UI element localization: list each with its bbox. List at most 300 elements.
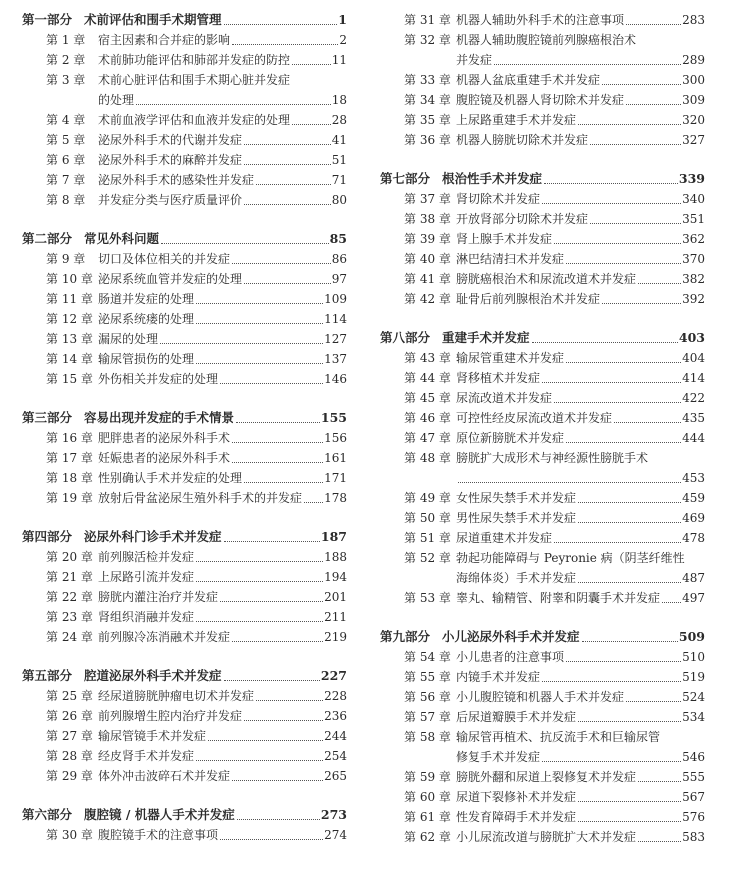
part-title: 常见外科问题 bbox=[84, 231, 160, 246]
toc-chapter-entry[interactable] bbox=[22, 746, 347, 766]
dot-leader bbox=[638, 841, 681, 842]
chapter-title: 淋巴结清扫术并发症 bbox=[456, 252, 565, 266]
page-number: 453 bbox=[682, 471, 705, 485]
dot-leader bbox=[542, 761, 681, 762]
chapter-number: 第 61 章 bbox=[404, 810, 451, 824]
toc-chapter-entry[interactable] bbox=[22, 488, 347, 508]
chapter-title: 泌尿系统瘘的处理 bbox=[98, 312, 195, 326]
toc-column-right bbox=[380, 10, 705, 847]
chapter-title: 外伤相关并发症的处理 bbox=[98, 372, 219, 386]
chapter-title: 肾组织消融并发症 bbox=[98, 610, 195, 624]
chapter-number: 第 62 章 bbox=[404, 830, 451, 844]
toc-chapter-entry[interactable] bbox=[22, 567, 347, 587]
chapter-number: 第 1 章 bbox=[46, 33, 86, 47]
page-number: 51 bbox=[331, 153, 347, 167]
page-number: 555 bbox=[682, 770, 705, 784]
toc-chapter-entry[interactable] bbox=[22, 269, 347, 289]
toc-chapter-entry[interactable] bbox=[22, 607, 347, 627]
dot-leader bbox=[220, 601, 323, 602]
section-gap bbox=[380, 608, 705, 627]
toc-chapter-entry[interactable] bbox=[380, 189, 705, 209]
chapter-number: 第 48 章 bbox=[404, 451, 451, 465]
page-number: 414 bbox=[682, 371, 705, 385]
chapter-number: 第 26 章 bbox=[46, 709, 93, 723]
page-number: 444 bbox=[682, 431, 705, 445]
toc-chapter-entry[interactable] bbox=[380, 707, 705, 727]
chapter-number: 第 59 章 bbox=[404, 770, 451, 784]
page-number: 97 bbox=[331, 272, 347, 286]
toc-chapter-entry[interactable] bbox=[22, 329, 347, 349]
chapter-title: 勃起功能障碍与 Peyronie 病（阴茎纤维性 bbox=[456, 551, 685, 565]
toc-chapter-entry[interactable] bbox=[380, 588, 705, 608]
chapter-number: 第 20 章 bbox=[46, 550, 93, 564]
page-number: 403 bbox=[678, 330, 705, 345]
toc-chapter-entry[interactable] bbox=[380, 787, 705, 807]
dot-leader bbox=[244, 144, 331, 145]
chapter-number: 第 12 章 bbox=[46, 312, 93, 326]
chapter-title: 术前血液学评估和血液并发症的处理 bbox=[98, 113, 291, 127]
chapter-title: 输尿管再植术、抗反流手术和巨输尿管 bbox=[456, 730, 661, 744]
chapter-number: 第 39 章 bbox=[404, 232, 451, 246]
chapter-title: 腹腔镜手术的注意事项 bbox=[98, 828, 219, 842]
dot-leader bbox=[220, 383, 323, 384]
chapter-number: 第 25 章 bbox=[46, 689, 93, 703]
chapter-number: 第 47 章 bbox=[404, 431, 451, 445]
chapter-number: 第 51 章 bbox=[404, 531, 451, 545]
dot-leader bbox=[566, 442, 681, 443]
chapter-title: 睾丸、输精管、附睾和阴囊手术并发症 bbox=[456, 591, 661, 605]
chapter-number: 第 14 章 bbox=[46, 352, 93, 366]
page-number: 137 bbox=[324, 352, 347, 366]
toc-chapter-entry[interactable] bbox=[380, 827, 705, 847]
chapter-number: 第 32 章 bbox=[404, 33, 451, 47]
dot-leader bbox=[578, 522, 681, 523]
page-number: 392 bbox=[682, 292, 705, 306]
dot-leader bbox=[304, 502, 323, 503]
toc-chapter-entry[interactable] bbox=[22, 30, 347, 50]
chapter-number: 第 11 章 bbox=[46, 292, 93, 306]
toc-chapter-entry[interactable] bbox=[380, 269, 705, 289]
dot-leader bbox=[244, 720, 323, 721]
toc-chapter-entry[interactable] bbox=[380, 528, 705, 548]
toc-chapter-entry[interactable] bbox=[22, 686, 347, 706]
page-number: 156 bbox=[324, 431, 347, 445]
dot-leader bbox=[614, 422, 681, 423]
page-number: 487 bbox=[682, 571, 705, 585]
toc-chapter-entry[interactable] bbox=[22, 50, 347, 70]
page-number: 469 bbox=[682, 511, 705, 525]
chapter-title: 可控性经皮尿流改道术并发症 bbox=[456, 411, 613, 425]
page-number: 219 bbox=[324, 630, 347, 644]
toc-chapter-entry[interactable] bbox=[380, 209, 705, 229]
part-number: 第一部分 bbox=[22, 12, 73, 27]
chapter-title: 膀胱癌根治术和尿流改道术并发症 bbox=[456, 272, 637, 286]
dot-leader bbox=[578, 801, 681, 802]
page-number: 497 bbox=[682, 591, 705, 605]
toc-chapter-entry[interactable] bbox=[380, 807, 705, 827]
chapter-number: 第 10 章 bbox=[46, 272, 93, 286]
chapter-number: 第 41 章 bbox=[404, 272, 451, 286]
chapter-number: 第 22 章 bbox=[46, 590, 93, 604]
dot-leader bbox=[544, 183, 678, 184]
toc-entry-continuation[interactable] bbox=[380, 50, 705, 70]
chapter-title: 膀胱扩大成形术与神经源性膀胱手术 bbox=[456, 451, 649, 465]
toc-chapter-entry[interactable] bbox=[22, 190, 347, 210]
toc-entry-continuation[interactable] bbox=[380, 747, 705, 767]
chapter-title: 术前心脏评估和围手术期心脏并发症 bbox=[98, 73, 291, 87]
part-number: 第二部分 bbox=[22, 231, 73, 246]
toc-chapter-entry[interactable] bbox=[380, 667, 705, 687]
toc-chapter-entry[interactable] bbox=[22, 706, 347, 726]
dot-leader bbox=[566, 263, 681, 264]
chapter-title: 女性尿失禁手术并发症 bbox=[456, 491, 577, 505]
chapter-number: 第 54 章 bbox=[404, 650, 451, 664]
page-number: 327 bbox=[682, 133, 705, 147]
dot-leader bbox=[566, 362, 681, 363]
toc-chapter-entry[interactable] bbox=[22, 468, 347, 488]
part-title: 容易出现并发症的手术情景 bbox=[84, 410, 235, 425]
dot-leader bbox=[196, 303, 323, 304]
dot-leader bbox=[224, 24, 338, 25]
toc-chapter-entry[interactable] bbox=[22, 309, 347, 329]
page-number: 2 bbox=[339, 33, 347, 47]
toc-part-heading[interactable] bbox=[22, 805, 347, 825]
page-number: 510 bbox=[682, 650, 705, 664]
page-number: 109 bbox=[324, 292, 347, 306]
chapter-title: 性发育障碍手术并发症 bbox=[456, 810, 577, 824]
toc-part-heading[interactable] bbox=[380, 328, 705, 348]
dot-leader bbox=[662, 602, 681, 603]
chapter-title: 海绵体炎）手术并发症 bbox=[456, 571, 577, 585]
toc-part-heading[interactable] bbox=[22, 408, 347, 428]
dot-leader bbox=[208, 740, 323, 741]
page-number: 546 bbox=[682, 750, 705, 764]
chapter-number: 第 28 章 bbox=[46, 749, 93, 763]
chapter-number: 第 40 章 bbox=[404, 252, 451, 266]
chapter-number: 第 37 章 bbox=[404, 192, 451, 206]
toc-chapter-entry[interactable] bbox=[22, 627, 347, 647]
part-title: 腹腔镜 / 机器人手术并发症 bbox=[84, 807, 235, 822]
dot-leader bbox=[578, 721, 681, 722]
dot-leader bbox=[232, 780, 323, 781]
section-gap bbox=[22, 647, 347, 666]
dot-leader bbox=[196, 760, 323, 761]
toc-chapter-entry[interactable] bbox=[380, 767, 705, 787]
chapter-title: 男性尿失禁手术并发症 bbox=[456, 511, 577, 525]
chapter-title: 后尿道瓣膜手术并发症 bbox=[456, 710, 577, 724]
toc-chapter-entry[interactable] bbox=[380, 70, 705, 90]
toc-chapter-entry[interactable] bbox=[380, 488, 705, 508]
section-gap bbox=[22, 508, 347, 527]
page-number: 265 bbox=[324, 769, 347, 783]
dot-leader bbox=[542, 203, 681, 204]
page-number: 161 bbox=[324, 451, 347, 465]
toc-chapter-entry[interactable] bbox=[22, 547, 347, 567]
chapter-title: 并发症分类与医疗质量评价 bbox=[98, 193, 243, 207]
page-number: 509 bbox=[678, 629, 705, 644]
chapter-number: 第 4 章 bbox=[46, 113, 86, 127]
toc-chapter-entry[interactable] bbox=[22, 70, 347, 90]
chapter-number: 第 31 章 bbox=[404, 13, 451, 27]
part-number: 第六部分 bbox=[22, 807, 73, 822]
page-number: 127 bbox=[324, 332, 347, 346]
page-number: 194 bbox=[324, 570, 347, 584]
dot-leader bbox=[292, 64, 331, 65]
toc-chapter-entry[interactable] bbox=[380, 110, 705, 130]
dot-leader bbox=[224, 541, 320, 542]
chapter-number: 第 3 章 bbox=[46, 73, 86, 87]
chapter-number: 第 42 章 bbox=[404, 292, 451, 306]
page-number: 155 bbox=[320, 410, 347, 425]
page-number: 236 bbox=[324, 709, 347, 723]
chapter-number: 第 52 章 bbox=[404, 551, 451, 565]
chapter-number: 第 7 章 bbox=[46, 173, 86, 187]
chapter-title: 输尿管损伤的处理 bbox=[98, 352, 195, 366]
page-number: 534 bbox=[682, 710, 705, 724]
chapter-number: 第 23 章 bbox=[46, 610, 93, 624]
toc-chapter-entry[interactable] bbox=[22, 369, 347, 389]
dot-leader bbox=[554, 402, 681, 403]
chapter-number: 第 58 章 bbox=[404, 730, 451, 744]
chapter-number: 第 49 章 bbox=[404, 491, 451, 505]
chapter-title: 机器人辅助腹腔镜前列腺癌根治术 bbox=[456, 33, 637, 47]
chapter-title: 肾上腺手术并发症 bbox=[456, 232, 553, 246]
chapter-number: 第 46 章 bbox=[404, 411, 451, 425]
part-title: 小儿泌尿外科手术并发症 bbox=[442, 629, 580, 644]
toc-chapter-entry[interactable] bbox=[380, 428, 705, 448]
chapter-number: 第 19 章 bbox=[46, 491, 93, 505]
toc-chapter-entry[interactable] bbox=[380, 10, 705, 30]
page-number: 80 bbox=[331, 193, 347, 207]
dot-leader bbox=[590, 144, 681, 145]
toc-chapter-entry[interactable] bbox=[380, 408, 705, 428]
toc-chapter-entry[interactable] bbox=[380, 548, 705, 568]
toc-chapter-entry[interactable] bbox=[22, 150, 347, 170]
dot-leader bbox=[232, 641, 323, 642]
dot-leader bbox=[196, 581, 323, 582]
page-number: 178 bbox=[324, 491, 347, 505]
chapter-number: 第 43 章 bbox=[404, 351, 451, 365]
dot-leader bbox=[196, 323, 323, 324]
toc-chapter-entry[interactable] bbox=[22, 289, 347, 309]
page-number: 114 bbox=[324, 312, 347, 326]
chapter-number: 第 33 章 bbox=[404, 73, 451, 87]
chapter-title: 小儿患者的注意事项 bbox=[456, 650, 565, 664]
toc-chapter-entry[interactable] bbox=[380, 30, 705, 50]
chapter-number: 第 55 章 bbox=[404, 670, 451, 684]
dot-leader bbox=[232, 442, 323, 443]
chapter-title: 泌尿外科手术的感染性并发症 bbox=[98, 173, 255, 187]
chapter-number: 第 36 章 bbox=[404, 133, 451, 147]
toc-chapter-entry[interactable] bbox=[22, 726, 347, 746]
chapter-number: 第 50 章 bbox=[404, 511, 451, 525]
page-number: 422 bbox=[682, 391, 705, 405]
page-number: 201 bbox=[324, 590, 347, 604]
chapter-number: 第 5 章 bbox=[46, 133, 86, 147]
part-number: 第五部分 bbox=[22, 668, 73, 683]
page-number: 435 bbox=[682, 411, 705, 425]
page-number: 171 bbox=[324, 471, 347, 485]
chapter-number: 第 30 章 bbox=[46, 828, 93, 842]
part-title: 泌尿外科门诊手术并发症 bbox=[84, 529, 222, 544]
chapter-title: 输尿管重建术并发症 bbox=[456, 351, 565, 365]
chapter-title: 肠道并发症的处理 bbox=[98, 292, 195, 306]
toc-chapter-entry[interactable] bbox=[380, 229, 705, 249]
chapter-title: 肾切除术并发症 bbox=[456, 192, 541, 206]
toc-chapter-entry[interactable] bbox=[380, 508, 705, 528]
part-title: 术前评估和围手术期管理 bbox=[84, 12, 222, 27]
dot-leader bbox=[602, 303, 681, 304]
dot-leader bbox=[566, 661, 681, 662]
chapter-number: 第 29 章 bbox=[46, 769, 93, 783]
toc-chapter-entry[interactable] bbox=[22, 766, 347, 786]
page-number: 576 bbox=[682, 810, 705, 824]
dot-leader bbox=[224, 680, 320, 681]
page-number: 583 bbox=[682, 830, 705, 844]
page-number: 459 bbox=[682, 491, 705, 505]
chapter-title: 放射后骨盆泌尿生殖外科手术的并发症 bbox=[98, 491, 303, 505]
toc-chapter-entry[interactable] bbox=[22, 170, 347, 190]
toc-part-heading[interactable] bbox=[22, 10, 347, 30]
toc-entry-continuation[interactable] bbox=[380, 568, 705, 588]
chapter-title: 前列腺活检并发症 bbox=[98, 550, 195, 564]
dot-leader bbox=[237, 819, 320, 820]
dot-leader bbox=[292, 124, 331, 125]
chapter-number: 第 24 章 bbox=[46, 630, 93, 644]
toc-chapter-entry[interactable] bbox=[380, 130, 705, 150]
chapter-number: 第 53 章 bbox=[404, 591, 451, 605]
chapter-title: 小儿腹腔镜和机器人手术并发症 bbox=[456, 690, 625, 704]
page-number: 524 bbox=[682, 690, 705, 704]
part-title: 腔道泌尿外科手术并发症 bbox=[84, 668, 222, 683]
section-gap bbox=[22, 786, 347, 805]
chapter-title: 尿道下裂修补术并发症 bbox=[456, 790, 577, 804]
page-number: 283 bbox=[682, 13, 705, 27]
section-gap bbox=[380, 150, 705, 169]
toc-chapter-entry[interactable] bbox=[22, 110, 347, 130]
page-number: 18 bbox=[331, 93, 347, 107]
part-number: 第八部分 bbox=[380, 330, 431, 345]
page-number: 254 bbox=[324, 749, 347, 763]
chapter-number: 第 45 章 bbox=[404, 391, 451, 405]
chapter-title: 开放肾部分切除术并发症 bbox=[456, 212, 589, 226]
part-number: 第九部分 bbox=[380, 629, 431, 644]
dot-leader bbox=[638, 283, 681, 284]
chapter-number: 第 16 章 bbox=[46, 431, 93, 445]
toc-chapter-entry[interactable] bbox=[380, 289, 705, 309]
dot-leader bbox=[554, 243, 681, 244]
dot-leader bbox=[582, 641, 678, 642]
toc-part-heading[interactable] bbox=[22, 229, 347, 249]
chapter-title: 宿主因素和合并症的影响 bbox=[98, 33, 231, 47]
dot-leader bbox=[626, 104, 681, 105]
toc-entry-continuation[interactable] bbox=[22, 90, 347, 110]
chapter-title: 机器人膀胱切除术并发症 bbox=[456, 133, 589, 147]
chapter-title: 前列腺增生腔内治疗并发症 bbox=[98, 709, 243, 723]
toc-chapter-entry[interactable] bbox=[22, 249, 347, 269]
page-number: 28 bbox=[331, 113, 347, 127]
chapter-number: 第 8 章 bbox=[46, 193, 86, 207]
toc-chapter-entry[interactable] bbox=[22, 448, 347, 468]
toc-chapter-entry[interactable] bbox=[380, 90, 705, 110]
toc-chapter-entry[interactable] bbox=[22, 428, 347, 448]
chapter-number: 第 35 章 bbox=[404, 113, 451, 127]
dot-leader bbox=[590, 223, 681, 224]
toc-chapter-entry[interactable] bbox=[380, 368, 705, 388]
page-number: 85 bbox=[329, 231, 347, 246]
chapter-title: 术前肺功能评估和肺部并发症的防控 bbox=[98, 53, 291, 67]
page-number: 351 bbox=[682, 212, 705, 226]
toc-part-heading[interactable] bbox=[22, 527, 347, 547]
page-number: 188 bbox=[324, 550, 347, 564]
toc-entry-continuation[interactable] bbox=[380, 468, 705, 488]
toc-chapter-entry[interactable] bbox=[380, 448, 705, 468]
dot-leader bbox=[578, 124, 681, 125]
toc-chapter-entry[interactable] bbox=[380, 687, 705, 707]
page-number: 211 bbox=[324, 610, 347, 624]
toc-chapter-entry[interactable] bbox=[22, 349, 347, 369]
chapter-title: 体外冲击波碎石术并发症 bbox=[98, 769, 231, 783]
toc-chapter-entry[interactable] bbox=[22, 587, 347, 607]
page-number: 274 bbox=[324, 828, 347, 842]
dot-leader bbox=[244, 164, 331, 165]
chapter-title: 机器人盆底重建手术并发症 bbox=[456, 73, 601, 87]
dot-leader bbox=[196, 561, 323, 562]
page-number: 362 bbox=[682, 232, 705, 246]
toc-column-left bbox=[22, 10, 347, 845]
section-gap bbox=[22, 210, 347, 229]
chapter-title: 经皮肾手术并发症 bbox=[98, 749, 195, 763]
chapter-title: 膀胱外翻和尿道上裂修复术并发症 bbox=[456, 770, 637, 784]
dot-leader bbox=[626, 701, 681, 702]
chapter-title: 修复手术并发症 bbox=[456, 750, 541, 764]
toc-chapter-entry[interactable] bbox=[380, 647, 705, 667]
toc-part-heading[interactable] bbox=[380, 169, 705, 189]
chapter-number: 第 38 章 bbox=[404, 212, 451, 226]
chapter-title: 经尿道膀胱肿瘤电切术并发症 bbox=[98, 689, 255, 703]
toc-chapter-entry[interactable] bbox=[380, 388, 705, 408]
toc-chapter-entry[interactable] bbox=[22, 825, 347, 845]
section-gap bbox=[380, 309, 705, 328]
chapter-title: 小儿尿流改道与膀胱扩大术并发症 bbox=[456, 830, 637, 844]
chapter-title: 肥胖患者的泌尿外科手术 bbox=[98, 431, 231, 445]
chapter-title: 输尿管镜手术并发症 bbox=[98, 729, 207, 743]
toc-chapter-entry[interactable] bbox=[380, 727, 705, 747]
part-title: 重建手术并发症 bbox=[442, 330, 530, 345]
dot-leader bbox=[196, 363, 323, 364]
section-gap bbox=[22, 389, 347, 408]
toc-chapter-entry[interactable] bbox=[380, 348, 705, 368]
chapter-title: 腹腔镜及机器人肾切除术并发症 bbox=[456, 93, 625, 107]
part-number: 第三部分 bbox=[22, 410, 73, 425]
dot-leader bbox=[196, 621, 323, 622]
toc-chapter-entry[interactable] bbox=[380, 249, 705, 269]
page-number: 11 bbox=[331, 53, 347, 67]
dot-leader bbox=[578, 582, 681, 583]
chapter-number: 第 44 章 bbox=[404, 371, 451, 385]
toc-part-heading[interactable] bbox=[22, 666, 347, 686]
chapter-title: 的处理 bbox=[98, 93, 135, 107]
toc-chapter-entry[interactable] bbox=[22, 130, 347, 150]
toc-part-heading[interactable] bbox=[380, 627, 705, 647]
chapter-title: 内镜手术并发症 bbox=[456, 670, 541, 684]
dot-leader bbox=[256, 184, 331, 185]
page-number: 1 bbox=[338, 12, 347, 27]
chapter-title: 上尿路引流并发症 bbox=[98, 570, 195, 584]
dot-leader bbox=[578, 502, 681, 503]
dot-leader bbox=[160, 343, 323, 344]
chapter-number: 第 9 章 bbox=[46, 252, 86, 266]
